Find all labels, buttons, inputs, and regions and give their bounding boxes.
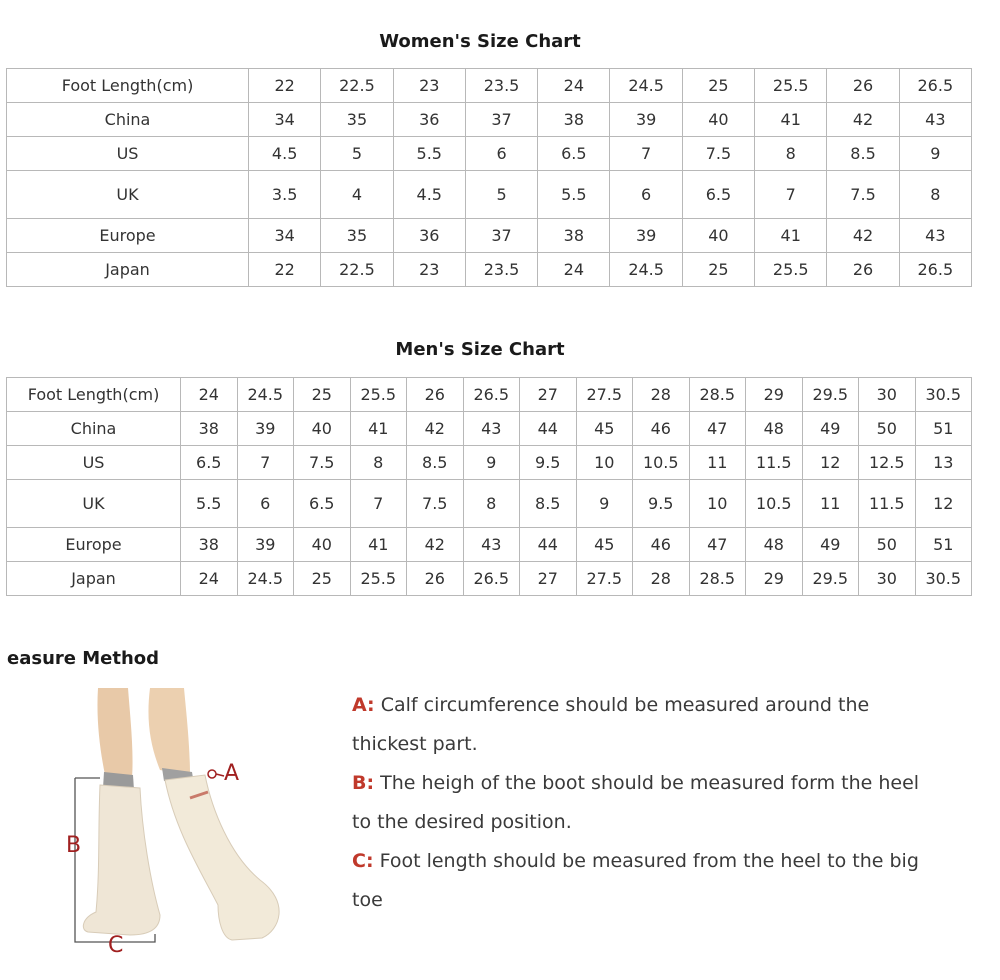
mens-chart-title: Men's Size Chart <box>395 339 565 360</box>
table-cell: 25 <box>682 69 754 103</box>
measure-note-line <box>352 803 992 842</box>
table-cell: 5 <box>465 171 537 219</box>
table-cell: 8 <box>755 137 827 171</box>
table-cell: 6.5 <box>538 137 610 171</box>
table-cell: 29 <box>746 378 803 412</box>
table-cell: 42 <box>407 412 464 446</box>
table-cell: 22.5 <box>321 69 393 103</box>
table-cell: 28 <box>633 562 690 596</box>
table-row <box>7 562 972 596</box>
table-cell: 27.5 <box>576 562 633 596</box>
table-cell: 10.5 <box>633 446 690 480</box>
table-row <box>7 446 972 480</box>
table-cell: 26.5 <box>899 253 971 287</box>
table-row <box>7 171 972 219</box>
table-cell: 49 <box>802 412 859 446</box>
table-cell: 41 <box>350 528 407 562</box>
measure-method-title: easure Method <box>7 648 160 669</box>
table-cell: 23 <box>393 253 465 287</box>
table-cell: 45 <box>576 528 633 562</box>
row-label: US <box>7 446 181 480</box>
row-label: Japan <box>7 562 181 596</box>
row-label: Europe <box>7 219 249 253</box>
table-cell: 6 <box>237 480 294 528</box>
table-cell: 7.5 <box>294 446 351 480</box>
table-cell: 49 <box>802 528 859 562</box>
table-cell: 3.5 <box>249 171 321 219</box>
table-cell: 28.5 <box>689 378 746 412</box>
measure-note-text: to the desired position. <box>352 811 572 833</box>
row-label: Foot Length(cm) <box>7 69 249 103</box>
table-cell: 34 <box>249 219 321 253</box>
label-a: A <box>224 761 240 786</box>
label-b: B <box>66 833 82 858</box>
table-cell: 38 <box>538 219 610 253</box>
table-cell: 39 <box>237 412 294 446</box>
table-cell: 8.5 <box>827 137 899 171</box>
table-cell: 43 <box>463 528 520 562</box>
table-cell: 25.5 <box>755 253 827 287</box>
womens-chart-title: Women's Size Chart <box>379 31 581 52</box>
table-cell: 4.5 <box>393 171 465 219</box>
table-cell: 11.5 <box>746 446 803 480</box>
table-cell: 39 <box>237 528 294 562</box>
table-cell: 43 <box>899 103 971 137</box>
measure-notes <box>352 686 992 920</box>
table-row <box>7 378 972 412</box>
table-cell: 8.5 <box>520 480 577 528</box>
table-cell: 30 <box>859 562 916 596</box>
table-cell: 5.5 <box>181 480 238 528</box>
table-cell: 23.5 <box>465 69 537 103</box>
table-cell: 43 <box>899 219 971 253</box>
table-cell: 8 <box>350 446 407 480</box>
table-cell: 26 <box>827 253 899 287</box>
row-label: UK <box>7 171 249 219</box>
table-cell: 25 <box>294 562 351 596</box>
measure-note-text: Foot length should be measured from the heel to the big <box>379 850 919 872</box>
table-cell: 41 <box>755 103 827 137</box>
table-cell: 29.5 <box>802 562 859 596</box>
table-cell: 26.5 <box>463 562 520 596</box>
measure-note-text: thickest part. <box>352 733 478 755</box>
measure-note-tag: B: <box>352 772 375 794</box>
table-cell: 11 <box>689 446 746 480</box>
table-cell: 10 <box>576 446 633 480</box>
table-cell: 46 <box>633 528 690 562</box>
table-cell: 9.5 <box>520 446 577 480</box>
table-row <box>7 103 972 137</box>
table-cell: 23.5 <box>465 253 537 287</box>
table-cell: 28.5 <box>689 562 746 596</box>
table-cell: 22 <box>249 69 321 103</box>
table-cell: 39 <box>610 219 682 253</box>
mens-size-table <box>6 377 972 596</box>
table-row <box>7 137 972 171</box>
measure-note-line <box>352 686 992 725</box>
measure-note-line <box>352 764 992 803</box>
table-cell: 5.5 <box>393 137 465 171</box>
table-cell: 23 <box>393 69 465 103</box>
table-cell: 7.5 <box>827 171 899 219</box>
table-cell: 24.5 <box>610 69 682 103</box>
table-cell: 4 <box>321 171 393 219</box>
table-cell: 24.5 <box>610 253 682 287</box>
table-cell: 47 <box>689 412 746 446</box>
table-cell: 46 <box>633 412 690 446</box>
table-cell: 25 <box>294 378 351 412</box>
table-cell: 38 <box>181 412 238 446</box>
label-c: C <box>108 933 124 958</box>
row-label: US <box>7 137 249 171</box>
table-cell: 45 <box>576 412 633 446</box>
table-cell: 41 <box>350 412 407 446</box>
table-cell: 40 <box>682 219 754 253</box>
table-row <box>7 219 972 253</box>
table-cell: 6 <box>610 171 682 219</box>
table-cell: 24 <box>181 378 238 412</box>
measure-note-text: The heigh of the boot should be measured form the heel <box>380 772 920 794</box>
table-cell: 40 <box>682 103 754 137</box>
table-cell: 12.5 <box>859 446 916 480</box>
table-cell: 11.5 <box>859 480 916 528</box>
row-label: Europe <box>7 528 181 562</box>
table-cell: 51 <box>915 528 972 562</box>
table-cell: 12 <box>915 480 972 528</box>
table-cell: 35 <box>321 103 393 137</box>
row-label: UK <box>7 480 181 528</box>
table-row <box>7 528 972 562</box>
table-cell: 10.5 <box>746 480 803 528</box>
table-cell: 26 <box>407 562 464 596</box>
table-cell: 8 <box>463 480 520 528</box>
table-row <box>7 253 972 287</box>
row-label: Japan <box>7 253 249 287</box>
table-cell: 36 <box>393 219 465 253</box>
table-cell: 9.5 <box>633 480 690 528</box>
table-cell: 5 <box>321 137 393 171</box>
table-cell: 43 <box>463 412 520 446</box>
table-cell: 7 <box>350 480 407 528</box>
measure-note-line <box>352 842 992 881</box>
row-label: China <box>7 412 181 446</box>
table-cell: 7 <box>610 137 682 171</box>
table-cell: 24.5 <box>237 378 294 412</box>
womens-size-table <box>6 68 972 287</box>
row-label: Foot Length(cm) <box>7 378 181 412</box>
table-cell: 29 <box>746 562 803 596</box>
table-cell: 24 <box>538 253 610 287</box>
table-cell: 8 <box>899 171 971 219</box>
measure-note-tag: C: <box>352 850 374 872</box>
table-cell: 7 <box>755 171 827 219</box>
table-cell: 6 <box>465 137 537 171</box>
table-cell: 12 <box>802 446 859 480</box>
table-cell: 38 <box>538 103 610 137</box>
table-cell: 30.5 <box>915 378 972 412</box>
measure-note-line <box>352 725 992 764</box>
table-cell: 24 <box>181 562 238 596</box>
table-cell: 44 <box>520 528 577 562</box>
table-cell: 37 <box>465 103 537 137</box>
table-cell: 10 <box>689 480 746 528</box>
table-cell: 41 <box>755 219 827 253</box>
table-cell: 13 <box>915 446 972 480</box>
table-cell: 7.5 <box>407 480 464 528</box>
table-cell: 36 <box>393 103 465 137</box>
table-cell: 30 <box>859 378 916 412</box>
table-cell: 50 <box>859 412 916 446</box>
table-cell: 40 <box>294 528 351 562</box>
table-cell: 38 <box>181 528 238 562</box>
table-cell: 30.5 <box>915 562 972 596</box>
table-cell: 5.5 <box>538 171 610 219</box>
table-cell: 26.5 <box>463 378 520 412</box>
table-cell: 40 <box>294 412 351 446</box>
table-cell: 27 <box>520 562 577 596</box>
table-cell: 24 <box>538 69 610 103</box>
table-cell: 26.5 <box>899 69 971 103</box>
table-cell: 25.5 <box>350 562 407 596</box>
table-cell: 48 <box>746 412 803 446</box>
table-cell: 7 <box>237 446 294 480</box>
table-cell: 25 <box>682 253 754 287</box>
table-cell: 9 <box>576 480 633 528</box>
table-cell: 35 <box>321 219 393 253</box>
table-cell: 44 <box>520 412 577 446</box>
table-cell: 25.5 <box>755 69 827 103</box>
measure-note-text: Calf circumference should be measured around the <box>380 694 870 716</box>
table-cell: 42 <box>827 103 899 137</box>
table-cell: 34 <box>249 103 321 137</box>
table-cell: 6.5 <box>181 446 238 480</box>
table-row <box>7 412 972 446</box>
table-cell: 27.5 <box>576 378 633 412</box>
table-cell: 24.5 <box>237 562 294 596</box>
table-cell: 22 <box>249 253 321 287</box>
table-cell: 4.5 <box>249 137 321 171</box>
table-cell: 7.5 <box>682 137 754 171</box>
measure-note-tag: A: <box>352 694 375 716</box>
table-cell: 6.5 <box>682 171 754 219</box>
measure-note-line <box>352 881 992 920</box>
table-cell: 28 <box>633 378 690 412</box>
table-cell: 6.5 <box>294 480 351 528</box>
table-cell: 47 <box>689 528 746 562</box>
row-label: China <box>7 103 249 137</box>
table-cell: 8.5 <box>407 446 464 480</box>
table-cell: 9 <box>899 137 971 171</box>
table-cell: 11 <box>802 480 859 528</box>
table-cell: 39 <box>610 103 682 137</box>
table-cell: 37 <box>465 219 537 253</box>
table-row <box>7 69 972 103</box>
table-cell: 22.5 <box>321 253 393 287</box>
table-cell: 42 <box>827 219 899 253</box>
table-cell: 26 <box>827 69 899 103</box>
table-cell: 29.5 <box>802 378 859 412</box>
table-cell: 9 <box>463 446 520 480</box>
table-cell: 42 <box>407 528 464 562</box>
table-row <box>7 480 972 528</box>
table-cell: 50 <box>859 528 916 562</box>
measure-note-text: toe <box>352 889 383 911</box>
table-cell: 25.5 <box>350 378 407 412</box>
boots-measure-illustration <box>0 680 300 970</box>
table-cell: 26 <box>407 378 464 412</box>
table-cell: 27 <box>520 378 577 412</box>
table-cell: 48 <box>746 528 803 562</box>
table-cell: 51 <box>915 412 972 446</box>
